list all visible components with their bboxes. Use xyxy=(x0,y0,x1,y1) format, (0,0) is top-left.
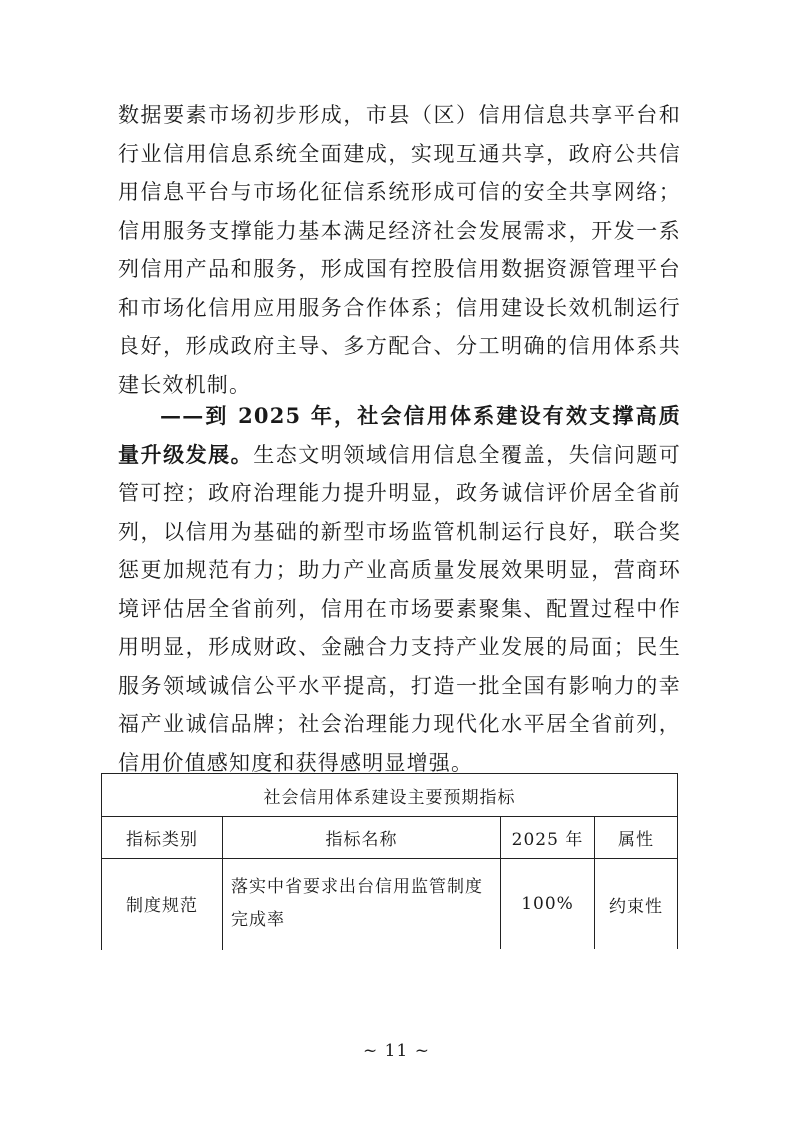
paragraph-credit-system-status xyxy=(118,96,681,404)
goal-heading: ——到 2025 年，社会信用体系建设有效支撑高质量升级发展。 xyxy=(118,403,681,467)
table-row xyxy=(102,859,678,950)
cell-name: 落实中省要求出台信用监管制度完成率 xyxy=(223,859,501,950)
header-year: 2025 年 xyxy=(501,817,595,859)
table-header-row xyxy=(102,817,678,859)
paragraph-2025-goal xyxy=(118,397,681,782)
header-attribute: 属性 xyxy=(595,817,678,859)
paragraph-text: 生态文明领域信用信息全覆盖，失信问题可管可控；政府治理能力提升明显，政务诚信评价居全省前列，以信用为基础的新型市场监管机制运行良好，联合奖惩更加规范有力；助力产业高质量发展效果明显，营商环境评估居全省前列，信用在市场要素聚集、配置过程中作用明显，形成财政、金融合力支持产业发展的局面；民生服务领域诚信公平水平提高，打造一批全国有影响力的幸福产业诚信品牌；社会治理能力现代化水平居全省前列，信用价值感知度和获得感明显增强。 xyxy=(118,442,681,775)
cell-category: 制度规范 xyxy=(102,859,223,950)
header-category: 指标类别 xyxy=(102,817,223,859)
cell-value: 100% xyxy=(501,859,595,950)
page-number: ~ 11 ~ xyxy=(363,1041,430,1061)
table-title-row xyxy=(102,774,678,817)
paragraph-text: 数据要素市场初步形成，市县（区）信用信息共享平台和行业信用信息系统全面建成，实现互通共享，政府公共信用信息平台与市场化征信系统形成可信的安全共享网络；信用服务支撑能力基本满足经济社会发展需求，开发一系列信用产品和服务，形成国有控股信用数据资源管理平台和市场化信用应用服务合作体系；信用建设长效机制运行良好，形成政府主导、多方配合、分工明确的信用体系共建长效机制。 xyxy=(118,103,681,397)
header-name: 指标名称 xyxy=(223,817,501,859)
cell-attribute: 约束性 xyxy=(595,859,678,950)
indicators-table xyxy=(101,773,678,950)
table-title: 社会信用体系建设主要预期指标 xyxy=(102,774,678,817)
